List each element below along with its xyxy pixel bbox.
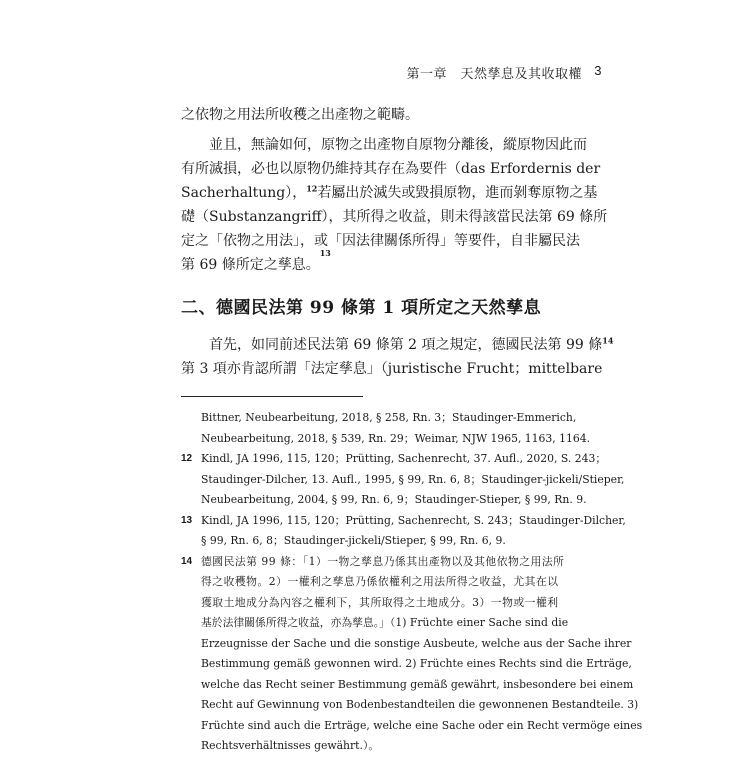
footnote-ref-13[interactable]: 13 <box>319 248 331 258</box>
text-line <box>181 333 614 357</box>
text-fragment: Sacherhaltung）， <box>181 185 307 201</box>
paragraph-1 <box>181 103 571 127</box>
footnote-number: 12 <box>181 453 193 464</box>
footnote-line: Bestimmung gemäß gewonnen wird. 2) Früchte eines Rechts sind die Erträge, <box>201 657 632 670</box>
footnote-number: 13 <box>181 514 193 526</box>
footnote-line: Erzeugnisse der Sache und die sonstige Ausbeute, welche aus der Sache ihrer <box>201 636 632 650</box>
footnote-ref-14[interactable]: 14 <box>602 335 614 346</box>
footnote-line: Recht auf Gewinnung von Bodenbestandteilen die gewonnenen Bestandteile. 3) <box>201 698 639 711</box>
text-line <box>181 248 571 277</box>
page-number: 3 <box>594 63 602 78</box>
footnote-line: Bittner, Neubearbeitung, 2018, § 258, Rn. 3；Staudinger-Emmerich, <box>201 411 577 424</box>
text-fragment: 第 69 條所定之孳息。 <box>181 257 320 273</box>
footnote-continued <box>181 408 591 449</box>
footnote-13 <box>181 511 626 552</box>
footnote-14 <box>181 552 643 757</box>
footnote-line: 德國民法第 99 條：「1）一物之孳息乃係其出產物以及其他依物之用法所 <box>201 554 565 568</box>
text-fragment: 首先，如同前述民法第 69 條第 2 項之規定，德國民法第 99 條 <box>209 337 603 353</box>
chapter-title: 第一章 天然孳息及其收取權 <box>406 67 582 82</box>
text-line <box>181 181 598 205</box>
text-line: 之依物之用法所收穫之出產物之範疇。 <box>181 107 419 123</box>
section-heading: 二、德國民法第 99 條第 1 項所定之天然孳息 <box>181 298 542 318</box>
footnote-12 <box>181 449 625 511</box>
footnote-line: 獲取土地成分為內容之權利下，其所取得之土地成分。3）一物或一權利 <box>201 595 559 609</box>
footnote-line: Neubearbeitung, 2004, § 99, Rn. 6, 9；Staudinger-Stieper, § 99, Rn. 9. <box>201 493 587 506</box>
footnote-line: Neubearbeitung, 2018, § 539, Rn. 29；Weimar, NJW 1965, 1163, 1164. <box>201 431 591 445</box>
footnote-line: Rechtsverhältnisses gewährt.）。 <box>201 739 380 752</box>
footnote-divider <box>181 396 363 397</box>
text-segment <box>181 181 597 205</box>
footnote-line: Kindl, JA 1996, 115, 120；Prütting, Sachenrecht, 37. Aufl., 2020, S. 243； <box>201 452 607 465</box>
footnote-line: Früchte sind auch die Erträge, welche eine Sache oder ein Recht vermöge eines <box>201 718 643 732</box>
paragraph-2 <box>181 133 608 277</box>
footnote-number: 14 <box>181 555 193 567</box>
footnote-line: welche das Recht seiner Bestimmung gemäß gewährt, insbesondere bei einem <box>201 677 634 691</box>
text-line: 並且，無論如何，原物之出產物自原物分離後，縱原物因此而 <box>209 137 587 153</box>
footnote-line: 基於法律關係所得之收益，亦為孳息。」（1) Früchte einer Sache sind die <box>201 616 569 629</box>
footnote-ref-12[interactable]: 12 <box>306 183 318 194</box>
text-line: 定之「依物之用法」，或「因法律關係所得」等要件，自非屬民法 <box>181 233 580 249</box>
footnote-line: § 99, Rn. 6, 8；Staudinger-jickeli/Stieper, § 99, Rn. 6, 9. <box>201 534 506 547</box>
text-line: 第 3 項亦肯認所謂「法定孳息」（juristische Frucht；mittelbare <box>181 361 603 377</box>
footnote-line: 得之收穫物。2）一權利之孳息乃係依權利之用法所得之收益，尤其在以 <box>201 575 559 588</box>
text-segment <box>209 333 613 357</box>
paragraph-3 <box>181 333 614 381</box>
footnote-line: Staudinger-Dilcher, 13. Aufl., 1995, § 99, Rn. 6, 8；Staudinger-jickeli/Stieper, <box>201 472 625 486</box>
text-fragment: 若屬出於滅失或毀損原物，進而剝奪原物之基 <box>317 185 598 201</box>
text-line: 礎（Substanzangriff），其所得之收益，則未得該當民法第 69 條所 <box>181 209 608 225</box>
text-line: 有所滅損，必也以原物仍維持其存在為要件（das Erfordernis der <box>181 161 601 177</box>
footnotes <box>181 408 643 757</box>
footnote-line: Kindl, JA 1996, 115, 120；Prütting, Sachenrecht, S. 243；Staudinger-Dilcher, <box>201 513 626 527</box>
running-head <box>406 63 602 82</box>
